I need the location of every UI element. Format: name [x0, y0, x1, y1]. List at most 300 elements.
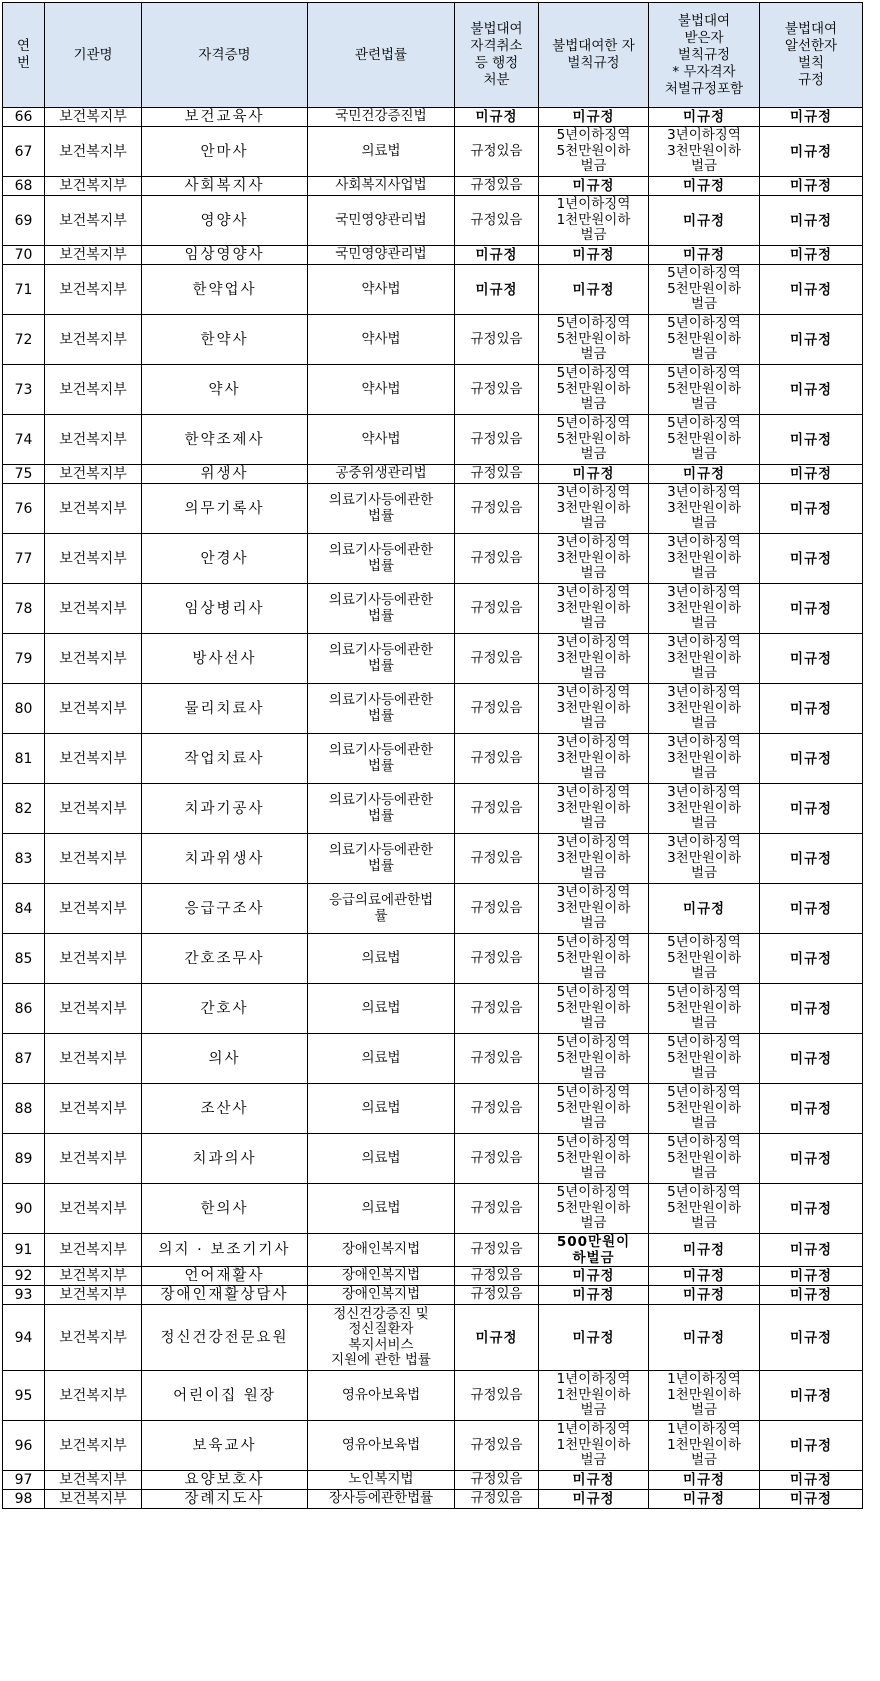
- cell-broker: [760, 1471, 863, 1490]
- cell-broker: [760, 684, 863, 734]
- cell-line: 미규정: [789, 1329, 833, 1346]
- cell-broker: [760, 1490, 863, 1509]
- cell-line: 규정있음: [470, 549, 523, 566]
- cell-line: 벌금: [690, 965, 718, 982]
- header-cert: [142, 3, 308, 108]
- cell-line: 벌금: [580, 965, 607, 982]
- cell-law: [308, 1034, 455, 1084]
- cell-line: 미규정: [682, 1329, 726, 1346]
- cell-lender: [539, 484, 649, 534]
- cell-agency: 보건복지부: [45, 684, 142, 734]
- cell-line: 규정있음: [470, 380, 523, 397]
- cell-line: 규정있음: [470, 1099, 523, 1116]
- cell-cert: 조산사: [142, 1084, 308, 1134]
- cell-line: 3천만원이하: [556, 899, 631, 916]
- cell-line: 정신질환자: [348, 1321, 414, 1337]
- cell-no: 91: [3, 1234, 45, 1267]
- cell-line: 의료법: [361, 1149, 401, 1166]
- cell-agency: 보건복지부: [45, 1371, 142, 1421]
- cell-admin: [455, 1034, 539, 1084]
- cell-line: 3년이하징역: [667, 734, 741, 751]
- cell-line: 미규정: [789, 1491, 833, 1507]
- cell-no: 82: [3, 784, 45, 834]
- cell-law: [308, 265, 455, 315]
- cell-line: 의료기사등에관한: [328, 792, 434, 808]
- cell-cert: 간호조무사: [142, 934, 308, 984]
- cell-borrower: [649, 1371, 760, 1421]
- cell-line: 규정있음: [470, 749, 523, 766]
- cell-line: 미규정: [789, 1387, 833, 1404]
- cell-cert: 안경사: [142, 534, 308, 584]
- cell-borrower: [649, 465, 760, 484]
- cell-line: 벌금: [580, 446, 607, 463]
- cell-agency: 보건복지부: [45, 1286, 142, 1305]
- cell-law: [308, 415, 455, 465]
- cell-borrower: [649, 1305, 760, 1371]
- cell-borrower: [649, 108, 760, 127]
- cell-lender: [539, 634, 649, 684]
- cell-line: 5천만원이하: [556, 1199, 631, 1216]
- cell-line: 5년이하징역: [556, 1084, 631, 1101]
- cell-line: 3천만원이하: [667, 599, 741, 616]
- cell-lender: [539, 127, 649, 177]
- cell-borrower: [649, 127, 760, 177]
- cell-admin: [455, 1267, 539, 1286]
- cell-line: 5년이하징역: [667, 365, 741, 382]
- cell-no: 88: [3, 1084, 45, 1134]
- cell-line: 규정있음: [470, 799, 523, 816]
- cell-agency: 보건복지부: [45, 177, 142, 196]
- cell-line: 규정: [797, 72, 825, 88]
- cell-lender: [539, 1305, 649, 1371]
- cell-law: [308, 934, 455, 984]
- cell-line: 벌금: [690, 765, 718, 782]
- cell-cert: 의지 · 보조기기사: [142, 1234, 308, 1267]
- cell-line: 규정있음: [470, 999, 523, 1016]
- cell-line: 장애인복지법: [341, 1267, 421, 1284]
- cell-cert: 방사선사: [142, 634, 308, 684]
- cell-cert: 작업치료사: [142, 734, 308, 784]
- cell-no: 71: [3, 265, 45, 315]
- cell-line: 미규정: [572, 1268, 615, 1284]
- table-row: [3, 1305, 863, 1371]
- cell-no: 73: [3, 365, 45, 415]
- cell-agency: 보건복지부: [45, 534, 142, 584]
- cell-admin: [455, 1371, 539, 1421]
- cell-cert: 치과기공사: [142, 784, 308, 834]
- table-row: [3, 1034, 863, 1084]
- cell-line: 벌금: [580, 1065, 607, 1082]
- cell-line: 5년이하징역: [556, 415, 631, 432]
- cell-line: 받은자: [684, 29, 724, 46]
- cell-line: 규정있음: [470, 1267, 523, 1284]
- cell-line: 벌금: [690, 1452, 718, 1469]
- cell-lender: [539, 1371, 649, 1421]
- cell-admin: [455, 1421, 539, 1471]
- cell-lender: [539, 834, 649, 884]
- cell-cert: 사회복지사: [142, 177, 308, 196]
- cell-line: 미규정: [682, 247, 726, 263]
- cell-admin: [455, 415, 539, 465]
- cell-line: 미규정: [682, 109, 726, 125]
- cell-agency: 보건복지부: [45, 484, 142, 534]
- table-row: [3, 465, 863, 484]
- cell-line: 미규정: [682, 1242, 726, 1258]
- cell-line: 법률: [367, 607, 395, 624]
- cell-line: 미규정: [682, 1287, 726, 1303]
- cell-line: 3천만원이하: [667, 849, 741, 866]
- cell-borrower: [649, 1421, 760, 1471]
- cell-borrower: [649, 1084, 760, 1134]
- cell-line: 3천만원이하: [556, 599, 631, 616]
- cell-line: 미규정: [789, 1268, 833, 1284]
- cell-line: 벌금: [690, 346, 718, 363]
- cell-line: 미규정: [789, 466, 833, 482]
- cell-line: 미규정: [789, 650, 833, 667]
- cell-line: 응급의료에관한법: [328, 892, 434, 908]
- table-row: [3, 1234, 863, 1267]
- table-row: [3, 634, 863, 684]
- cell-lender: [539, 415, 649, 465]
- cell-line: 처분: [483, 72, 510, 88]
- cell-broker: [760, 465, 863, 484]
- cell-admin: [455, 584, 539, 634]
- cell-borrower: [649, 834, 760, 884]
- cell-law: [308, 1184, 455, 1234]
- cell-law: [308, 484, 455, 534]
- cell-line: 의료기사등에관한: [328, 492, 434, 508]
- cell-no: 78: [3, 584, 45, 634]
- cell-line: 5천만원이하: [667, 999, 741, 1016]
- cell-line: 5년이하징역: [556, 1134, 631, 1151]
- cell-no: 76: [3, 484, 45, 534]
- cell-borrower: [649, 734, 760, 784]
- cell-admin: [455, 315, 539, 365]
- cell-cert: 정신건강전문요원: [142, 1305, 308, 1371]
- cell-broker: [760, 415, 863, 465]
- cell-line: 규정있음: [470, 1049, 523, 1066]
- cell-cert: 의사: [142, 1034, 308, 1084]
- cell-admin: [455, 246, 539, 265]
- table-row: [3, 265, 863, 315]
- cell-no: 67: [3, 127, 45, 177]
- cell-line: 3년이하징역: [667, 484, 741, 501]
- cell-line: 5년이하징역: [556, 934, 631, 951]
- cell-cert: 언어재활사: [142, 1267, 308, 1286]
- cell-broker: [760, 315, 863, 365]
- cell-line: 미규정: [789, 900, 833, 917]
- table-row: [3, 584, 863, 634]
- cell-line: 3년이하징역: [556, 484, 631, 501]
- cell-line: 규정있음: [470, 1199, 523, 1216]
- cell-line: 번: [16, 55, 31, 71]
- cell-line: 5년이하징역: [667, 1034, 741, 1051]
- cell-line: 3천만원이하: [556, 799, 631, 816]
- cell-line: 5년이하징역: [667, 984, 741, 1001]
- cell-lender: [539, 1034, 649, 1084]
- cell-line: 5천만원이하: [556, 330, 631, 347]
- cell-agency: 보건복지부: [45, 1084, 142, 1134]
- cell-line: 규정있음: [470, 1286, 523, 1303]
- cell-law: [308, 246, 455, 265]
- cell-law: [308, 196, 455, 246]
- cell-line: 벌칙: [797, 55, 825, 71]
- cell-line: 미규정: [572, 1329, 615, 1346]
- cell-line: 벌금: [580, 1215, 607, 1232]
- cell-broker: [760, 1421, 863, 1471]
- cell-broker: [760, 246, 863, 265]
- header-lender: [539, 3, 649, 108]
- cell-line: 5년이하징역: [667, 415, 741, 432]
- cell-no: 77: [3, 534, 45, 584]
- cell-line: 미규정: [572, 1472, 615, 1488]
- cell-line: 1천만원이하: [667, 1436, 741, 1453]
- cell-line: 1년이하징역: [667, 1371, 741, 1388]
- cell-line: 벌금: [690, 1165, 718, 1182]
- table-row: [3, 1371, 863, 1421]
- header-broker: [760, 3, 863, 108]
- cell-line: 법률: [367, 707, 395, 724]
- cell-broker: [760, 1234, 863, 1267]
- cell-line: 미규정: [789, 950, 833, 967]
- header-borrower: [649, 3, 760, 108]
- cell-lender: [539, 1267, 649, 1286]
- cell-agency: 보건복지부: [45, 108, 142, 127]
- cell-borrower: [649, 984, 760, 1034]
- cell-agency: 보건복지부: [45, 1421, 142, 1471]
- cell-line: 지원에 관한 법률: [331, 1352, 431, 1368]
- cell-borrower: [649, 315, 760, 365]
- table-row: [3, 177, 863, 196]
- cell-line: 불법대여: [677, 12, 731, 29]
- cell-line: 미규정: [789, 600, 833, 617]
- cell-line: 규정있음: [470, 177, 523, 194]
- cell-line: 벌금: [690, 446, 718, 463]
- cell-law: [308, 315, 455, 365]
- cell-line: 벌금: [580, 1452, 607, 1469]
- cell-line: 공중위생관리법: [335, 465, 427, 482]
- cell-line: 5년이하징역: [667, 1184, 741, 1201]
- cell-admin: [455, 1184, 539, 1234]
- cell-line: 벌금: [580, 1015, 607, 1032]
- cell-line: 벌금: [580, 665, 607, 682]
- cell-lender: [539, 1286, 649, 1305]
- cell-line: 5천만원이하: [667, 1049, 741, 1066]
- cell-line: 법률: [367, 557, 395, 574]
- cell-line: 벌금: [580, 865, 607, 882]
- cell-line: 미규정: [789, 431, 833, 448]
- cell-line: 의료법: [361, 949, 401, 966]
- cell-line: 3년이하징역: [556, 534, 631, 551]
- cell-line: 정신건강증진 및: [333, 1305, 429, 1322]
- cell-no: 87: [3, 1034, 45, 1084]
- cell-borrower: [649, 1490, 760, 1509]
- cell-line: 미규정: [475, 281, 518, 298]
- cell-line: 벌금: [580, 715, 607, 732]
- cell-line: 규정있음: [470, 899, 523, 916]
- cell-no: 85: [3, 934, 45, 984]
- cell-no: 97: [3, 1471, 45, 1490]
- cell-cert: 물리치료사: [142, 684, 308, 734]
- cell-law: [308, 1421, 455, 1471]
- cell-line: 불법대여: [470, 21, 523, 37]
- cell-agency: 보건복지부: [45, 465, 142, 484]
- cell-line: 벌금: [690, 296, 718, 313]
- cell-line: 규정있음: [470, 699, 523, 716]
- cell-line: 규정있음: [470, 142, 523, 159]
- cell-line: 미규정: [789, 700, 833, 717]
- cell-law: [308, 784, 455, 834]
- cell-line: 영유아보육법: [341, 1436, 421, 1453]
- cell-line: 5년이하징역: [556, 1034, 631, 1051]
- table-row: [3, 196, 863, 246]
- cell-cert: 한약업사: [142, 265, 308, 315]
- cell-agency: 보건복지부: [45, 584, 142, 634]
- cell-broker: [760, 634, 863, 684]
- cell-line: 3년이하징역: [667, 127, 741, 144]
- cell-agency: 보건복지부: [45, 1267, 142, 1286]
- cell-line: 벌금: [690, 715, 718, 732]
- cell-line: 벌금: [580, 815, 607, 832]
- cell-borrower: [649, 1034, 760, 1084]
- cell-cert: 장례지도사: [142, 1490, 308, 1509]
- cell-broker: [760, 1286, 863, 1305]
- cell-line: 약사법: [361, 330, 401, 347]
- cell-line: 벌금: [580, 1115, 607, 1132]
- cell-line: 5년이하징역: [556, 984, 631, 1001]
- cell-line: 미규정: [475, 109, 518, 125]
- cell-line: 5천만원이하: [556, 1149, 631, 1166]
- cell-line: 500만원이: [556, 1234, 631, 1250]
- cell-broker: [760, 834, 863, 884]
- cell-line: 벌금: [580, 565, 607, 582]
- cell-law: [308, 465, 455, 484]
- cell-lender: [539, 1421, 649, 1471]
- cell-cert: 안마사: [142, 127, 308, 177]
- cell-borrower: [649, 634, 760, 684]
- cell-line: 벌금: [690, 865, 718, 882]
- cell-line: 미규정: [789, 331, 833, 348]
- table-row: [3, 484, 863, 534]
- cell-admin: [455, 108, 539, 127]
- cell-no: 95: [3, 1371, 45, 1421]
- cell-broker: [760, 484, 863, 534]
- cell-cert: 보건교육사: [142, 108, 308, 127]
- cell-line: 사회복지사업법: [335, 177, 427, 194]
- cell-line: 의료법: [361, 1049, 401, 1066]
- cell-line: 알선한자: [784, 38, 838, 54]
- cell-line: 법률: [367, 857, 395, 874]
- cell-line: 약사법: [361, 430, 401, 447]
- cell-line: 복지서비스: [348, 1336, 414, 1353]
- cell-broker: [760, 784, 863, 834]
- cell-cert: 응급구조사: [142, 884, 308, 934]
- cell-line: 규정있음: [470, 330, 523, 347]
- cell-line: 미규정: [572, 1491, 615, 1507]
- cell-line: 미규정: [572, 1287, 615, 1303]
- table-row: [3, 1267, 863, 1286]
- cell-line: 5년이하징역: [667, 934, 741, 951]
- cell-agency: 보건복지부: [45, 984, 142, 1034]
- cell-line: 벌칙규정: [677, 46, 731, 63]
- cell-borrower: [649, 365, 760, 415]
- cell-line: 의료법: [361, 142, 401, 159]
- cell-line: 규정있음: [470, 649, 523, 666]
- cell-no: 75: [3, 465, 45, 484]
- cell-cert: 임상영양사: [142, 246, 308, 265]
- cell-line: 미규정: [682, 1491, 726, 1507]
- cell-admin: [455, 177, 539, 196]
- cell-line: 의료기사등에관한: [328, 742, 434, 758]
- cell-law: [308, 1286, 455, 1305]
- cell-line: 벌금: [690, 1402, 718, 1419]
- table-row: [3, 415, 863, 465]
- cell-line: 미규정: [789, 750, 833, 767]
- cell-line: 벌금: [580, 396, 607, 413]
- table-row: [3, 365, 863, 415]
- cell-line: 미규정: [572, 109, 615, 125]
- cell-line: 불법대여한 자: [552, 38, 635, 54]
- cell-line: 약사법: [361, 280, 401, 297]
- cell-admin: [455, 534, 539, 584]
- cell-admin: [455, 634, 539, 684]
- cell-agency: 보건복지부: [45, 834, 142, 884]
- cell-line: 노인복지법: [348, 1471, 414, 1488]
- cell-line: 미규정: [682, 466, 726, 482]
- cell-no: 80: [3, 684, 45, 734]
- cell-borrower: [649, 1234, 760, 1267]
- cell-line: 법률: [367, 807, 395, 824]
- cell-admin: [455, 1471, 539, 1490]
- cell-line: 3천만원이하: [667, 749, 741, 766]
- cell-agency: 보건복지부: [45, 196, 142, 246]
- table-row: [3, 934, 863, 984]
- cell-line: 미규정: [789, 281, 833, 298]
- cell-lender: [539, 1084, 649, 1134]
- cell-cert: 요양보호사: [142, 1471, 308, 1490]
- cell-law: [308, 1134, 455, 1184]
- cell-law: [308, 1471, 455, 1490]
- cell-line: 의료법: [361, 1099, 401, 1116]
- cell-lender: [539, 196, 649, 246]
- cell-line: 벌금: [580, 1165, 607, 1182]
- cell-admin: [455, 1305, 539, 1371]
- cell-borrower: [649, 265, 760, 315]
- cell-borrower: [649, 177, 760, 196]
- cell-broker: [760, 127, 863, 177]
- cell-line: 3년이하징역: [667, 534, 741, 551]
- cell-line: 5천만원이하: [556, 949, 631, 966]
- cell-line: 법률: [367, 657, 395, 674]
- cell-broker: [760, 1184, 863, 1234]
- cell-lender: [539, 734, 649, 784]
- cell-line: 5천만원이하: [667, 1149, 741, 1166]
- cell-line: 1년이하징역: [556, 1421, 631, 1438]
- cell-line: 5년이하징역: [667, 315, 741, 332]
- cell-law: [308, 684, 455, 734]
- cell-line: 3천만원이하: [667, 549, 741, 566]
- cell-line: 3년이하징역: [556, 584, 631, 601]
- cell-law: [308, 127, 455, 177]
- table-row: [3, 1134, 863, 1184]
- cell-broker: [760, 1267, 863, 1286]
- cell-broker: [760, 984, 863, 1034]
- regulation-table: [2, 2, 863, 1509]
- cell-line: 미규정: [789, 1100, 833, 1117]
- cell-line: 기관명: [73, 46, 113, 63]
- cell-line: 규정있음: [470, 1149, 523, 1166]
- cell-broker: [760, 584, 863, 634]
